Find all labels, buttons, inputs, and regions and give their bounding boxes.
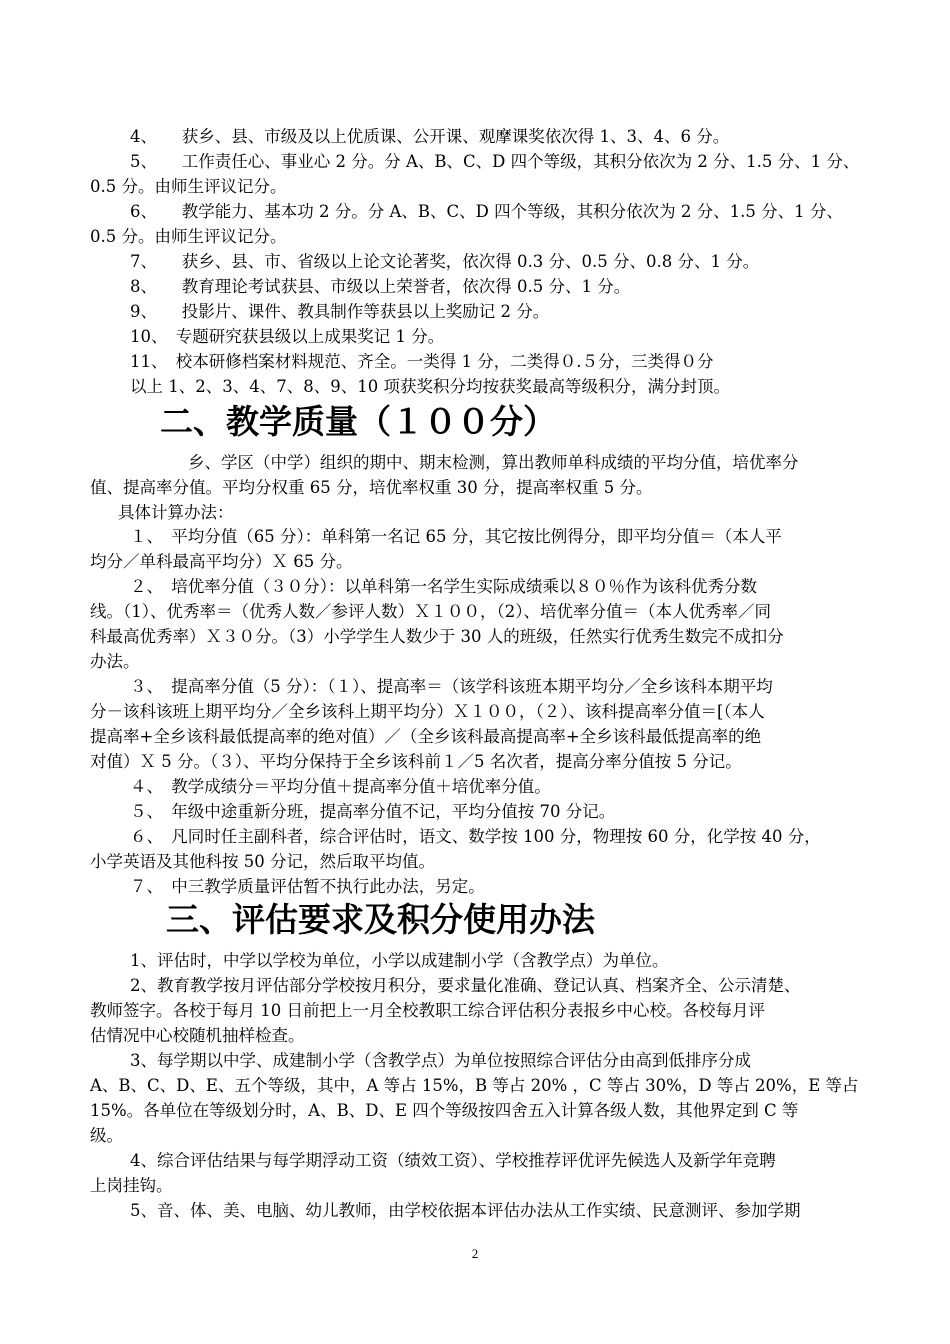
paragraph-line: 4、综合评估结果与每学期浮动工资（绩效工资）、学校推荐评优评先候选人及新学年竞聘 [130,1151,776,1170]
paragraph-line: 1、评估时，中学以学校为单位，小学以成建制小学（含教学点）为单位。 [130,951,669,970]
item-line: 7、 获乡、县、市、省级以上论文论著奖，依次得 0.3 分、0.5 分、0.8 分、1 分。 [130,252,760,271]
item-line: 11、 校本研修档案材料规范、齐全。一类得 1 分，二类得０.５分，三类得０分 [130,352,714,371]
paragraph-line: 估情况中心校随机抽样检查。 [90,1026,305,1045]
paragraph-line: １、 平均分值（65 分）：单科第一名记 65 分，其它按比例得分，即平均分值＝（本人平 [130,527,782,546]
paragraph-line: 具体计算办法： [118,503,234,522]
paragraph-line: 提高率+全乡该科最低提高率的绝对值）／（全乡该科最高提高率+全乡该科最低提高率的绝 [90,727,762,746]
item-line: 6、 教学能力、基本功 2 分。分 A、B、C、D 四个等级，其积分依次为 2 分、1.5 分、1 分、 [130,202,843,221]
paragraph-line: ５、 年级中途重新分班，提高率分值不记，平均分值按 70 分记。 [130,802,616,821]
item-line: 0.5 分。由师生评议记分。 [90,177,287,196]
paragraph-line: 线。（1）、优秀率＝（优秀人数／参评人数）Ｘ１００，（2）、培优率分值＝（本人优秀率／同 [90,602,771,621]
item-line: 10、 专题研究获县级以上成果奖记 1 分。 [130,327,445,346]
paragraph-line: 乡、学区（中学）组织的期中、期末检测，算出教师单科成绩的平均分值，培优率分 [188,453,799,472]
paragraph-line: 值、提高率分值。平均分权重 65 分，培优率权重 30 分，提高率权重 5 分。 [90,478,653,497]
summary-line: 以上 1、2、3、4、7、8、9、10 项获奖积分均按获奖最高等级积分，满分封顶。 [130,377,730,396]
item-line: 0.5 分。由师生评议记分。 [90,227,287,246]
paragraph-line: 对值）Ｘ 5 分。（３）、平均分保持于全乡该科前１／5 名次者，提高分率分值按 5 分记。 [90,752,742,771]
item-line: 8、 教育理论考试获县、市级以上荣誉者，依次得 0.5 分、1 分。 [130,277,631,296]
paragraph-line: 3、每学期以中学、成建制小学（含教学点）为单位按照综合评估分由高到低排序分成 [130,1051,751,1070]
paragraph-line: 办法。 [90,652,140,671]
item-line: 9、 投影片、课件、教具制作等获县以上奖励记 2 分。 [130,302,550,321]
item-line: 4、 获乡、县、市级及以上优质课、公开课、观摩课奖依次得 1、3、4、6 分。 [130,127,730,146]
paragraph-line: 小学英语及其他科按 50 分记，然后取平均值。 [90,852,435,871]
paragraph-line: 级。 [90,1126,123,1145]
section-heading-teaching-quality: 二、教学质量（１００分） [160,402,556,441]
paragraph-line: 上岗挂钩。 [90,1176,173,1195]
page-number: 2 [471,1246,479,1261]
paragraph-line: ３、 提高率分值（5 分）：（１）、提高率＝（该学科该班本期平均分／全乡该科本期平均 [130,677,773,696]
paragraph-line: ７、 中三教学质量评估暂不执行此办法，另定。 [130,877,485,896]
paragraph-line: 5、音、体、美、电脑、幼儿教师，由学校依据本评估办法从工作实绩、民意测评、参加学期 [130,1201,801,1220]
paragraph-line: 15%。各单位在等级划分时，A、B、D、E 四个等级按四舍五入计算各级人数，其他界定到 C 等 [90,1101,799,1120]
section-heading-evaluation-requirements: 三、评估要求及积分使用办法 [166,900,595,939]
paragraph-line: 2、教育教学按月评估部分学校按月积分，要求量化准确、登记认真、档案齐全、公示清楚、 [130,976,801,995]
paragraph-line: ６、 凡同时任主副科者，综合评估时，语文、数学按 100 分，物理按 60 分，化学按 40 分， [130,827,821,846]
paragraph-line: ２、 培优率分值（３０分）：以单科第一名学生实际成绩乘以８０％作为该科优秀分数 [130,577,757,596]
paragraph-line: 分－该科该班上期平均分／全乡该科上期平均分）Ｘ１００，（２）、该科提高率分值＝[（本人 [90,702,765,721]
paragraph-line: A、B、C、D、E、五个等级，其中，A 等占 15%，B 等占 20% ，C 等占 30%，D 等占 20%，E 等占 [90,1076,859,1095]
paragraph-line: ４、 教学成绩分＝平均分值＋提高率分值＋培优率分值。 [130,777,551,796]
paragraph-line: 科最高优秀率）Ｘ３０分。（3）小学学生人数少于 30 人的班级，任然实行优秀生数完不成扣分 [90,627,784,646]
paragraph-line: 均分／单科最高平均分）Ｘ 65 分。 [90,552,353,571]
item-line: 5、 工作责任心、事业心 2 分。分 A、B、C、D 四个等级，其积分依次为 2 分、1.5 分、1 分、 [130,152,860,171]
paragraph-line: 教师签字。各校于每月 10 日前把上一月全校教职工综合评估积分表报乡中心校。各校每月评 [90,1001,765,1020]
